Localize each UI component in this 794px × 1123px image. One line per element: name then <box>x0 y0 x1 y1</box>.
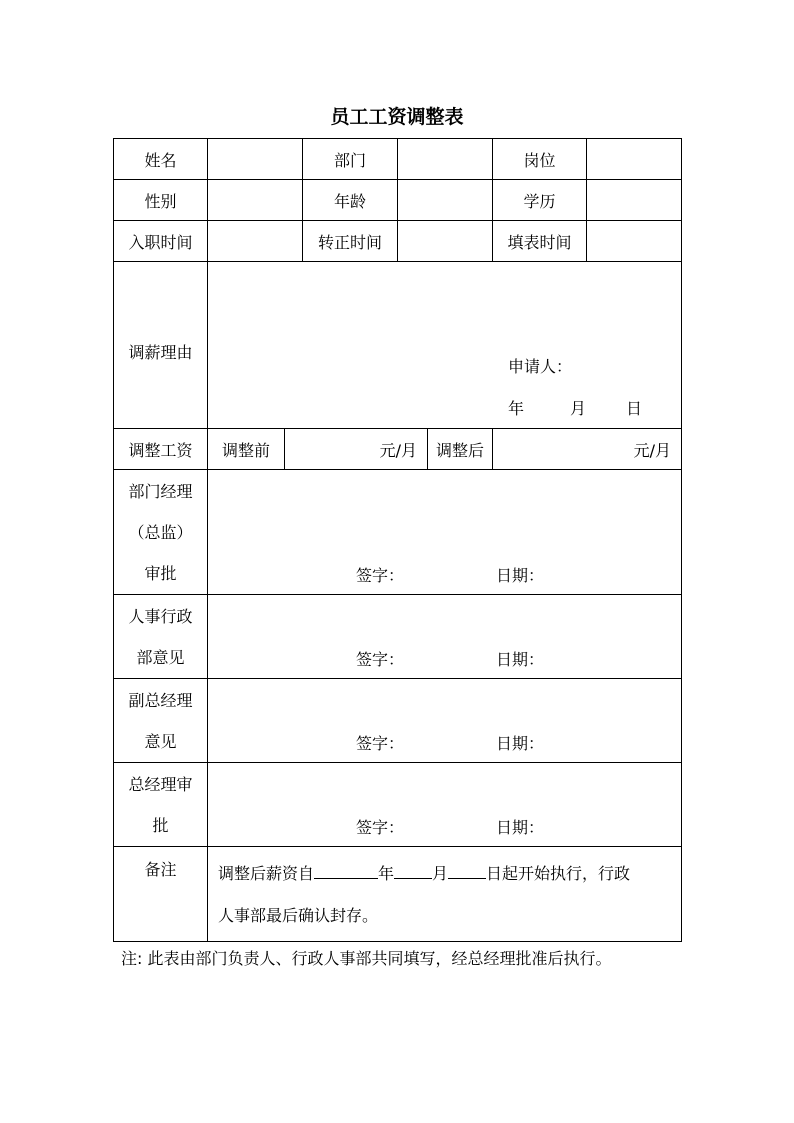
hr-admin-sign-label: 签字： <box>356 650 405 669</box>
hr-admin-label-line-1: 人事行政 <box>128 606 193 626</box>
reason-date <box>508 396 642 419</box>
gm-approval-area[interactable] <box>208 763 682 847</box>
deputy-gm-label-line-1: 副总经理 <box>128 690 193 710</box>
name-label: 姓名 <box>114 139 208 180</box>
reason-label: 调薪理由 <box>114 262 208 429</box>
effective-year-blank[interactable] <box>314 862 378 879</box>
deputy-gm-sign-label: 签字： <box>356 734 405 753</box>
hire-date-input[interactable] <box>208 221 303 262</box>
footnote: 注: 此表由部门负责人、行政人事部共同填写，经总经理批准后执行。 <box>121 949 612 968</box>
salary-adjustment-form <box>113 138 682 942</box>
remarks-content <box>208 847 682 942</box>
deputy-gm-label <box>114 679 208 763</box>
gender-input[interactable] <box>208 180 303 221</box>
deputy-gm-date-label: 日期： <box>496 734 545 753</box>
remarks-line-1 <box>218 853 673 895</box>
deputy-gm-label-line-2: 意见 <box>144 731 177 751</box>
hr-admin-label <box>114 595 208 679</box>
gm-sign-label: 签字： <box>356 818 405 837</box>
gm-label <box>114 763 208 847</box>
remarks-line-2: 人事部最后确认封存。 <box>218 906 379 925</box>
dept-manager-label-line-1: 部门经理 <box>128 481 193 501</box>
fill-date-input[interactable] <box>587 221 682 262</box>
gm-date-label: 日期： <box>496 818 545 837</box>
regularization-date-input[interactable] <box>398 221 493 262</box>
remarks-label: 备注 <box>114 847 208 942</box>
dept-manager-approval-area[interactable] <box>208 470 682 595</box>
applicant-label: 申请人： <box>508 357 573 376</box>
department-label: 部门 <box>303 139 398 180</box>
gm-label-line-2: 批 <box>152 815 169 835</box>
fill-date-label: 填表时间 <box>493 221 587 262</box>
age-label: 年龄 <box>303 180 398 221</box>
dept-manager-date-label: 日期： <box>496 566 545 585</box>
salary-before-unit: 元/月 <box>379 440 417 460</box>
salary-before-label: 调整前 <box>208 429 285 470</box>
remarks-text-2: 日起开始执行，行政 <box>486 864 631 883</box>
dept-manager-label-line-2: （总监） <box>128 522 193 542</box>
hr-admin-label-line-2: 部意见 <box>136 647 185 667</box>
position-input[interactable] <box>587 139 682 180</box>
name-input[interactable] <box>208 139 303 180</box>
remarks-text-1: 调整后薪资自 <box>218 864 315 883</box>
education-label: 学历 <box>493 180 587 221</box>
gender-label: 性别 <box>114 180 208 221</box>
salary-after-input[interactable] <box>493 429 682 470</box>
effective-day-blank[interactable] <box>448 862 486 879</box>
department-input[interactable] <box>398 139 493 180</box>
remarks-month-label: 月 <box>432 864 449 883</box>
reason-input[interactable] <box>208 262 682 429</box>
salary-before-input[interactable] <box>285 429 428 470</box>
form-title: 员工工资调整表 <box>330 106 464 128</box>
salary-after-unit: 元/月 <box>633 440 671 460</box>
dept-manager-label <box>114 470 208 595</box>
regularization-date-label: 转正时间 <box>303 221 398 262</box>
hire-date-label: 入职时间 <box>114 221 208 262</box>
education-input[interactable] <box>587 180 682 221</box>
reason-year-label: 年 <box>508 399 525 418</box>
deputy-gm-opinion-area[interactable] <box>208 679 682 763</box>
dept-manager-sign-label: 签字： <box>356 566 405 585</box>
salary-after-label: 调整后 <box>428 429 493 470</box>
hr-admin-date-label: 日期： <box>496 650 545 669</box>
position-label: 岗位 <box>493 139 587 180</box>
hr-admin-opinion-area[interactable] <box>208 595 682 679</box>
effective-month-blank[interactable] <box>394 862 432 879</box>
remarks-year-label: 年 <box>378 864 395 883</box>
dept-manager-label-line-3: 审批 <box>144 563 177 583</box>
age-input[interactable] <box>398 180 493 221</box>
reason-day-label: 日 <box>626 399 643 418</box>
reason-month-label: 月 <box>570 399 587 418</box>
salary-label: 调整工资 <box>114 429 208 470</box>
gm-label-line-1: 总经理审 <box>128 774 193 794</box>
